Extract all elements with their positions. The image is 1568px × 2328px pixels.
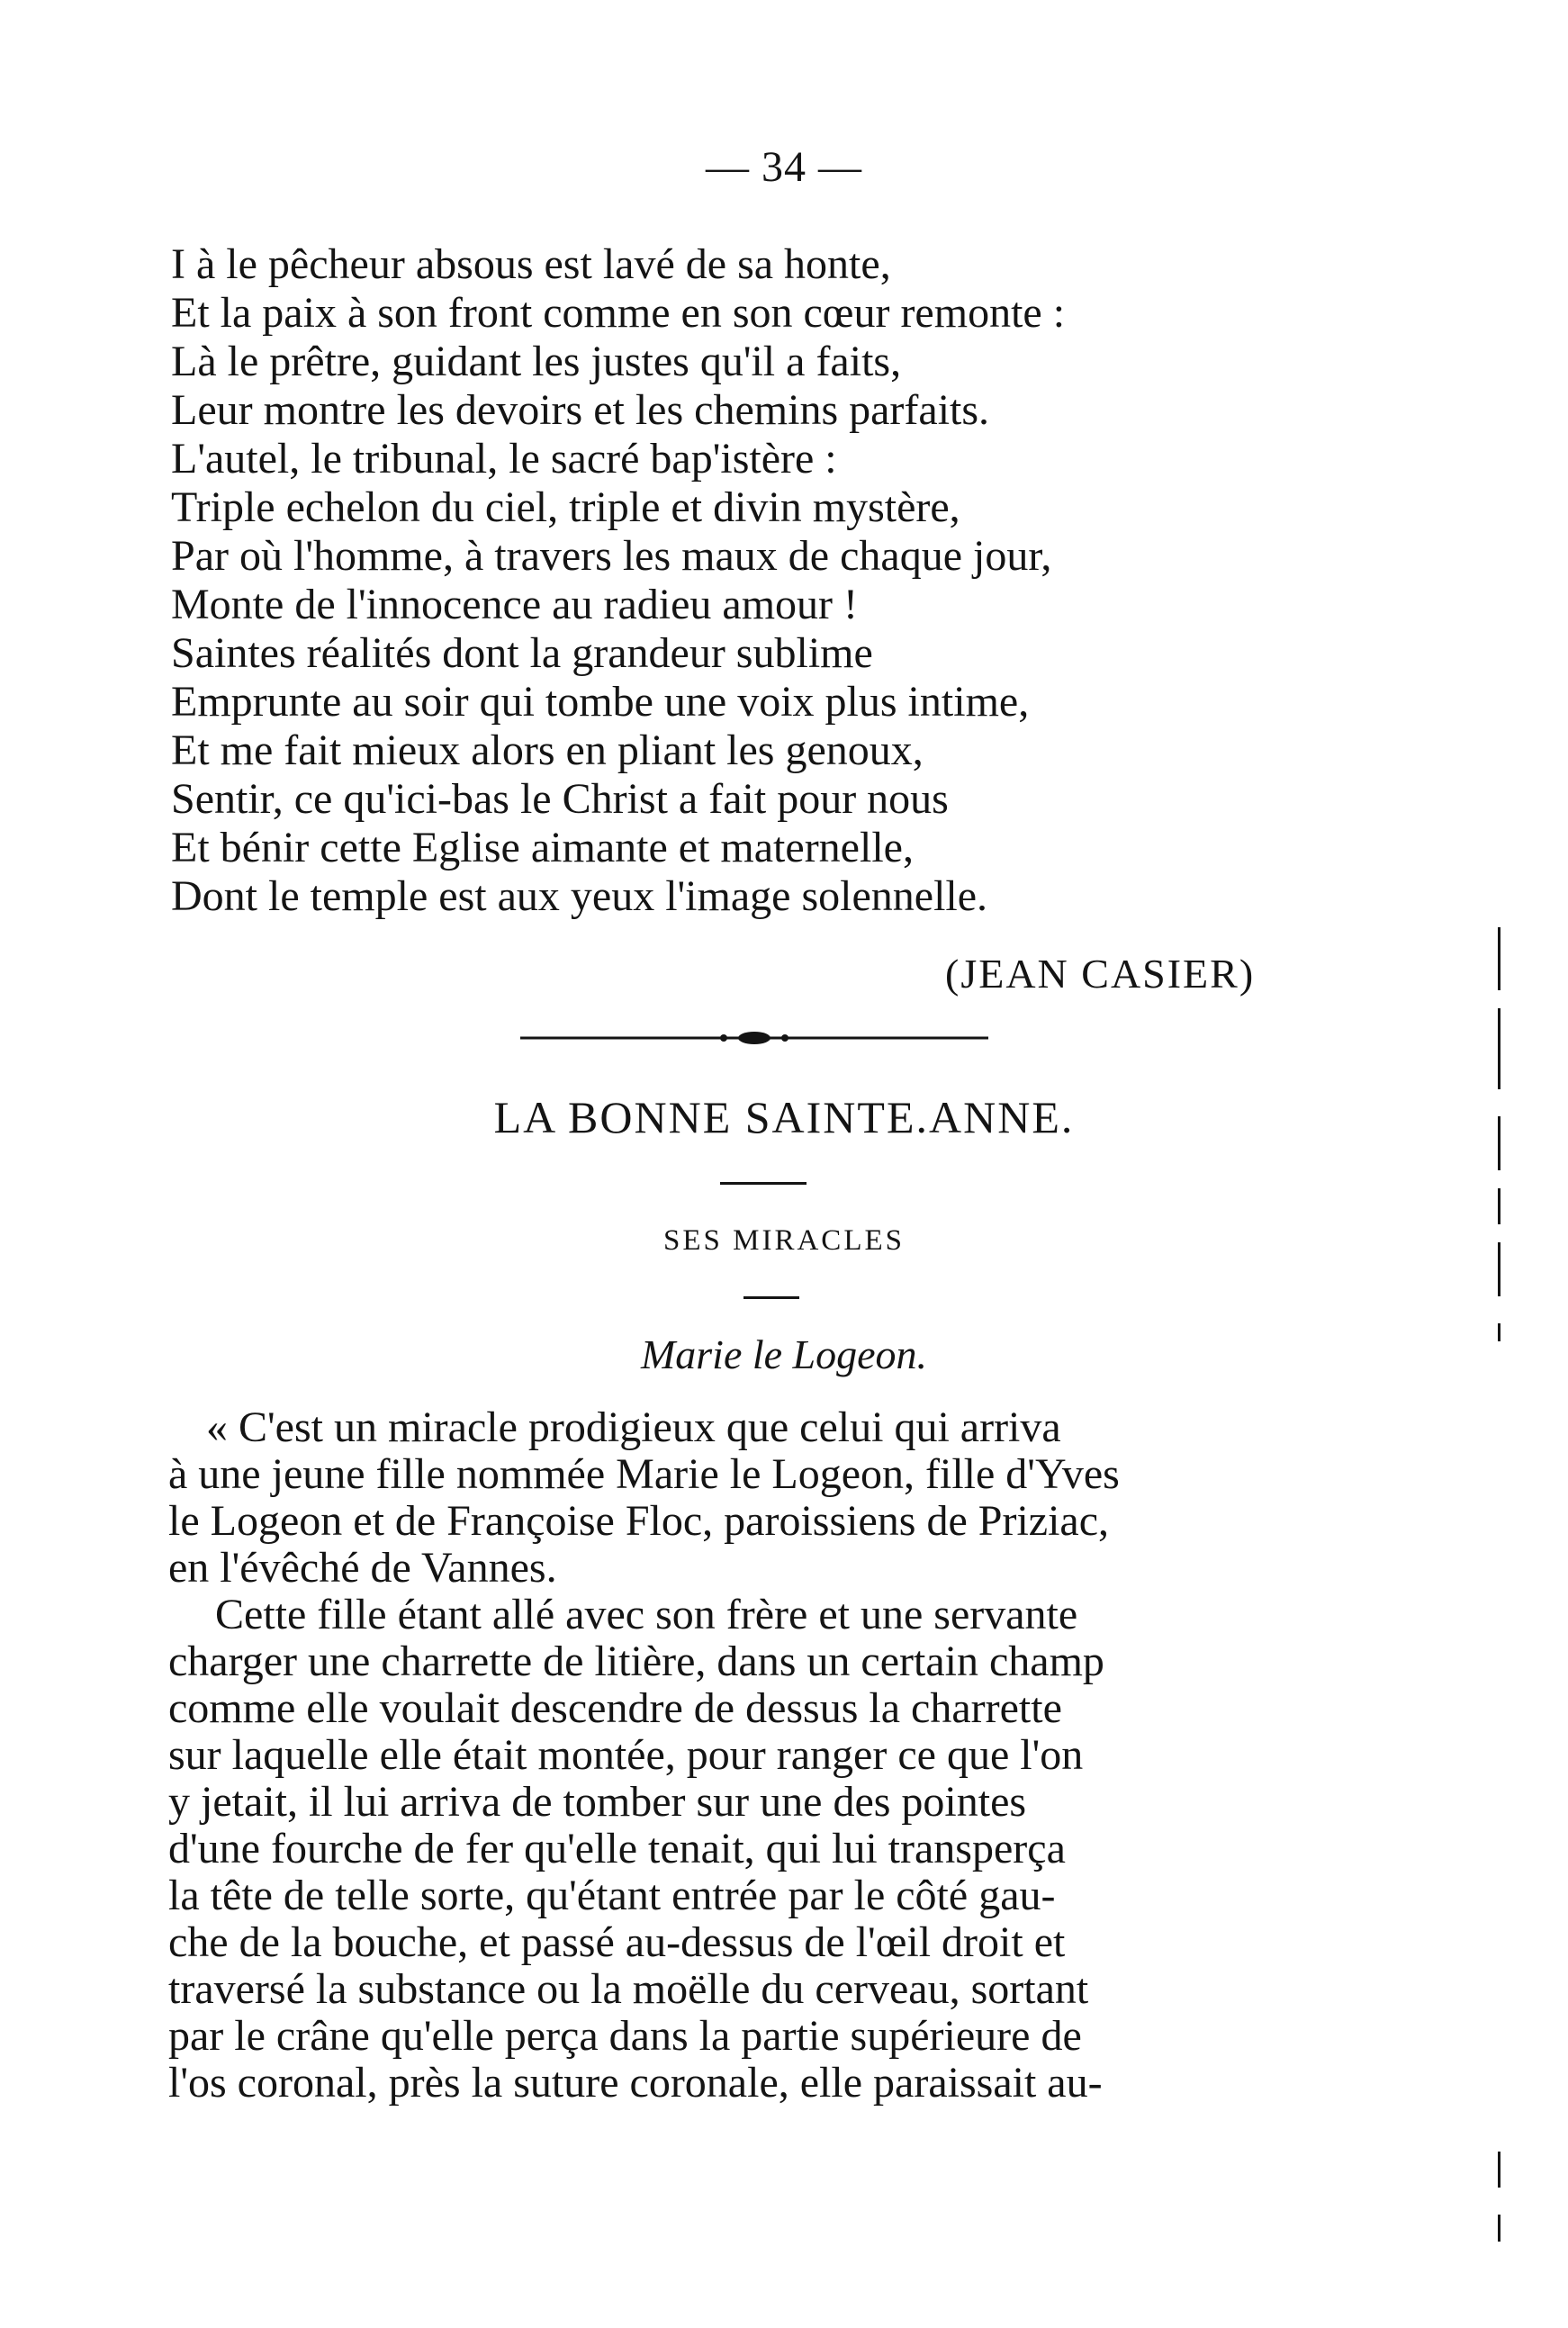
poem-attribution: (JEAN CASIER) — [945, 951, 1256, 997]
prose-line: la tête de telle sorte, qu'étant entrée par le côté gau- — [168, 1872, 1056, 1919]
poem-line: Monte de l'innocence au radieu amour ! — [171, 581, 859, 628]
poem-line: Dont le temple est aux yeux l'image solennelle. — [171, 872, 988, 920]
prose-line: Cette fille étant allé avec son frère et une servante — [215, 1591, 1078, 1638]
prose-line: à une jeune fille nommée Marie le Logeon, fille d'Yves — [168, 1450, 1120, 1498]
story-title: Marie le Logeon. — [640, 1331, 928, 1377]
ornament-divider — [520, 1032, 988, 1044]
poem-line: L'autel, le tribunal, le sacré bap'istère : — [171, 435, 837, 483]
poem-line: Sentir, ce qu'ici-bas le Christ a fait pour nous — [171, 775, 949, 823]
prose-line: par le crâne qu'elle perça dans la partie supérieure de — [168, 2012, 1082, 2060]
section-title: LA BONNE SAINTE.ANNE. — [493, 1092, 1075, 1142]
prose — [168, 1404, 1365, 2107]
prose-line: y jetait, il lui arriva de tomber sur une des pointes — [168, 1778, 1027, 1826]
poem-line: Et la paix à son front comme en son cœur remonte : — [171, 289, 1066, 337]
poem-line: Et bénir cette Eglise aimante et maternelle, — [171, 824, 914, 871]
section-subtitle: SES MIRACLES — [663, 1224, 905, 1257]
prose-line: en l'évêché de Vannes. — [168, 1544, 557, 1592]
poem-line: I à le pêcheur absous est lavé de sa honte, — [171, 240, 891, 288]
page-number: — 34 — — [706, 143, 862, 191]
prose-line: « C'est un miracle prodigieux que celui qui arriva — [206, 1403, 1061, 1451]
poem-line: Triple echelon du ciel, triple et divin mystère, — [171, 483, 960, 531]
poem-line: Saintes réalités dont la grandeur sublime — [171, 629, 873, 677]
divider-rule — [743, 1296, 799, 1299]
prose-line: traversé la substance ou la moëlle du cerveau, sortant — [168, 1965, 1089, 2013]
prose-line: le Logeon et de Françoise Floc, paroissiens de Priziac, — [168, 1497, 1110, 1545]
poem-line: Par où l'homme, à travers les maux de chaque jour, — [171, 532, 1052, 580]
divider-rule — [720, 1182, 807, 1185]
prose-line: che de la bouche, et passé au-dessus de l'œil droit et — [168, 1918, 1066, 1966]
poem-line: Emprunte au soir qui tombe une voix plus intime, — [171, 678, 1030, 726]
prose-line: d'une fourche de fer qu'elle tenait, qui lui transperça — [168, 1825, 1066, 1872]
prose-line: comme elle voulait descendre de dessus la charrette — [168, 1684, 1062, 1732]
prose-line: charger une charrette de litière, dans un certain champ — [168, 1638, 1104, 1685]
poem-line: Leur montre les devoirs et les chemins parfaits. — [171, 386, 990, 434]
prose-line: l'os coronal, près la suture coronale, elle paraissait au- — [168, 2059, 1103, 2107]
poem-line: Là le prêtre, guidant les justes qu'il a faits, — [171, 338, 902, 385]
poem-line: Et me fait mieux alors en pliant les genoux, — [171, 726, 924, 774]
scan-edge-marks — [1476, 0, 1530, 2328]
poem — [171, 240, 1386, 921]
prose-line: sur laquelle elle était montée, pour ranger ce que l'on — [168, 1731, 1084, 1779]
